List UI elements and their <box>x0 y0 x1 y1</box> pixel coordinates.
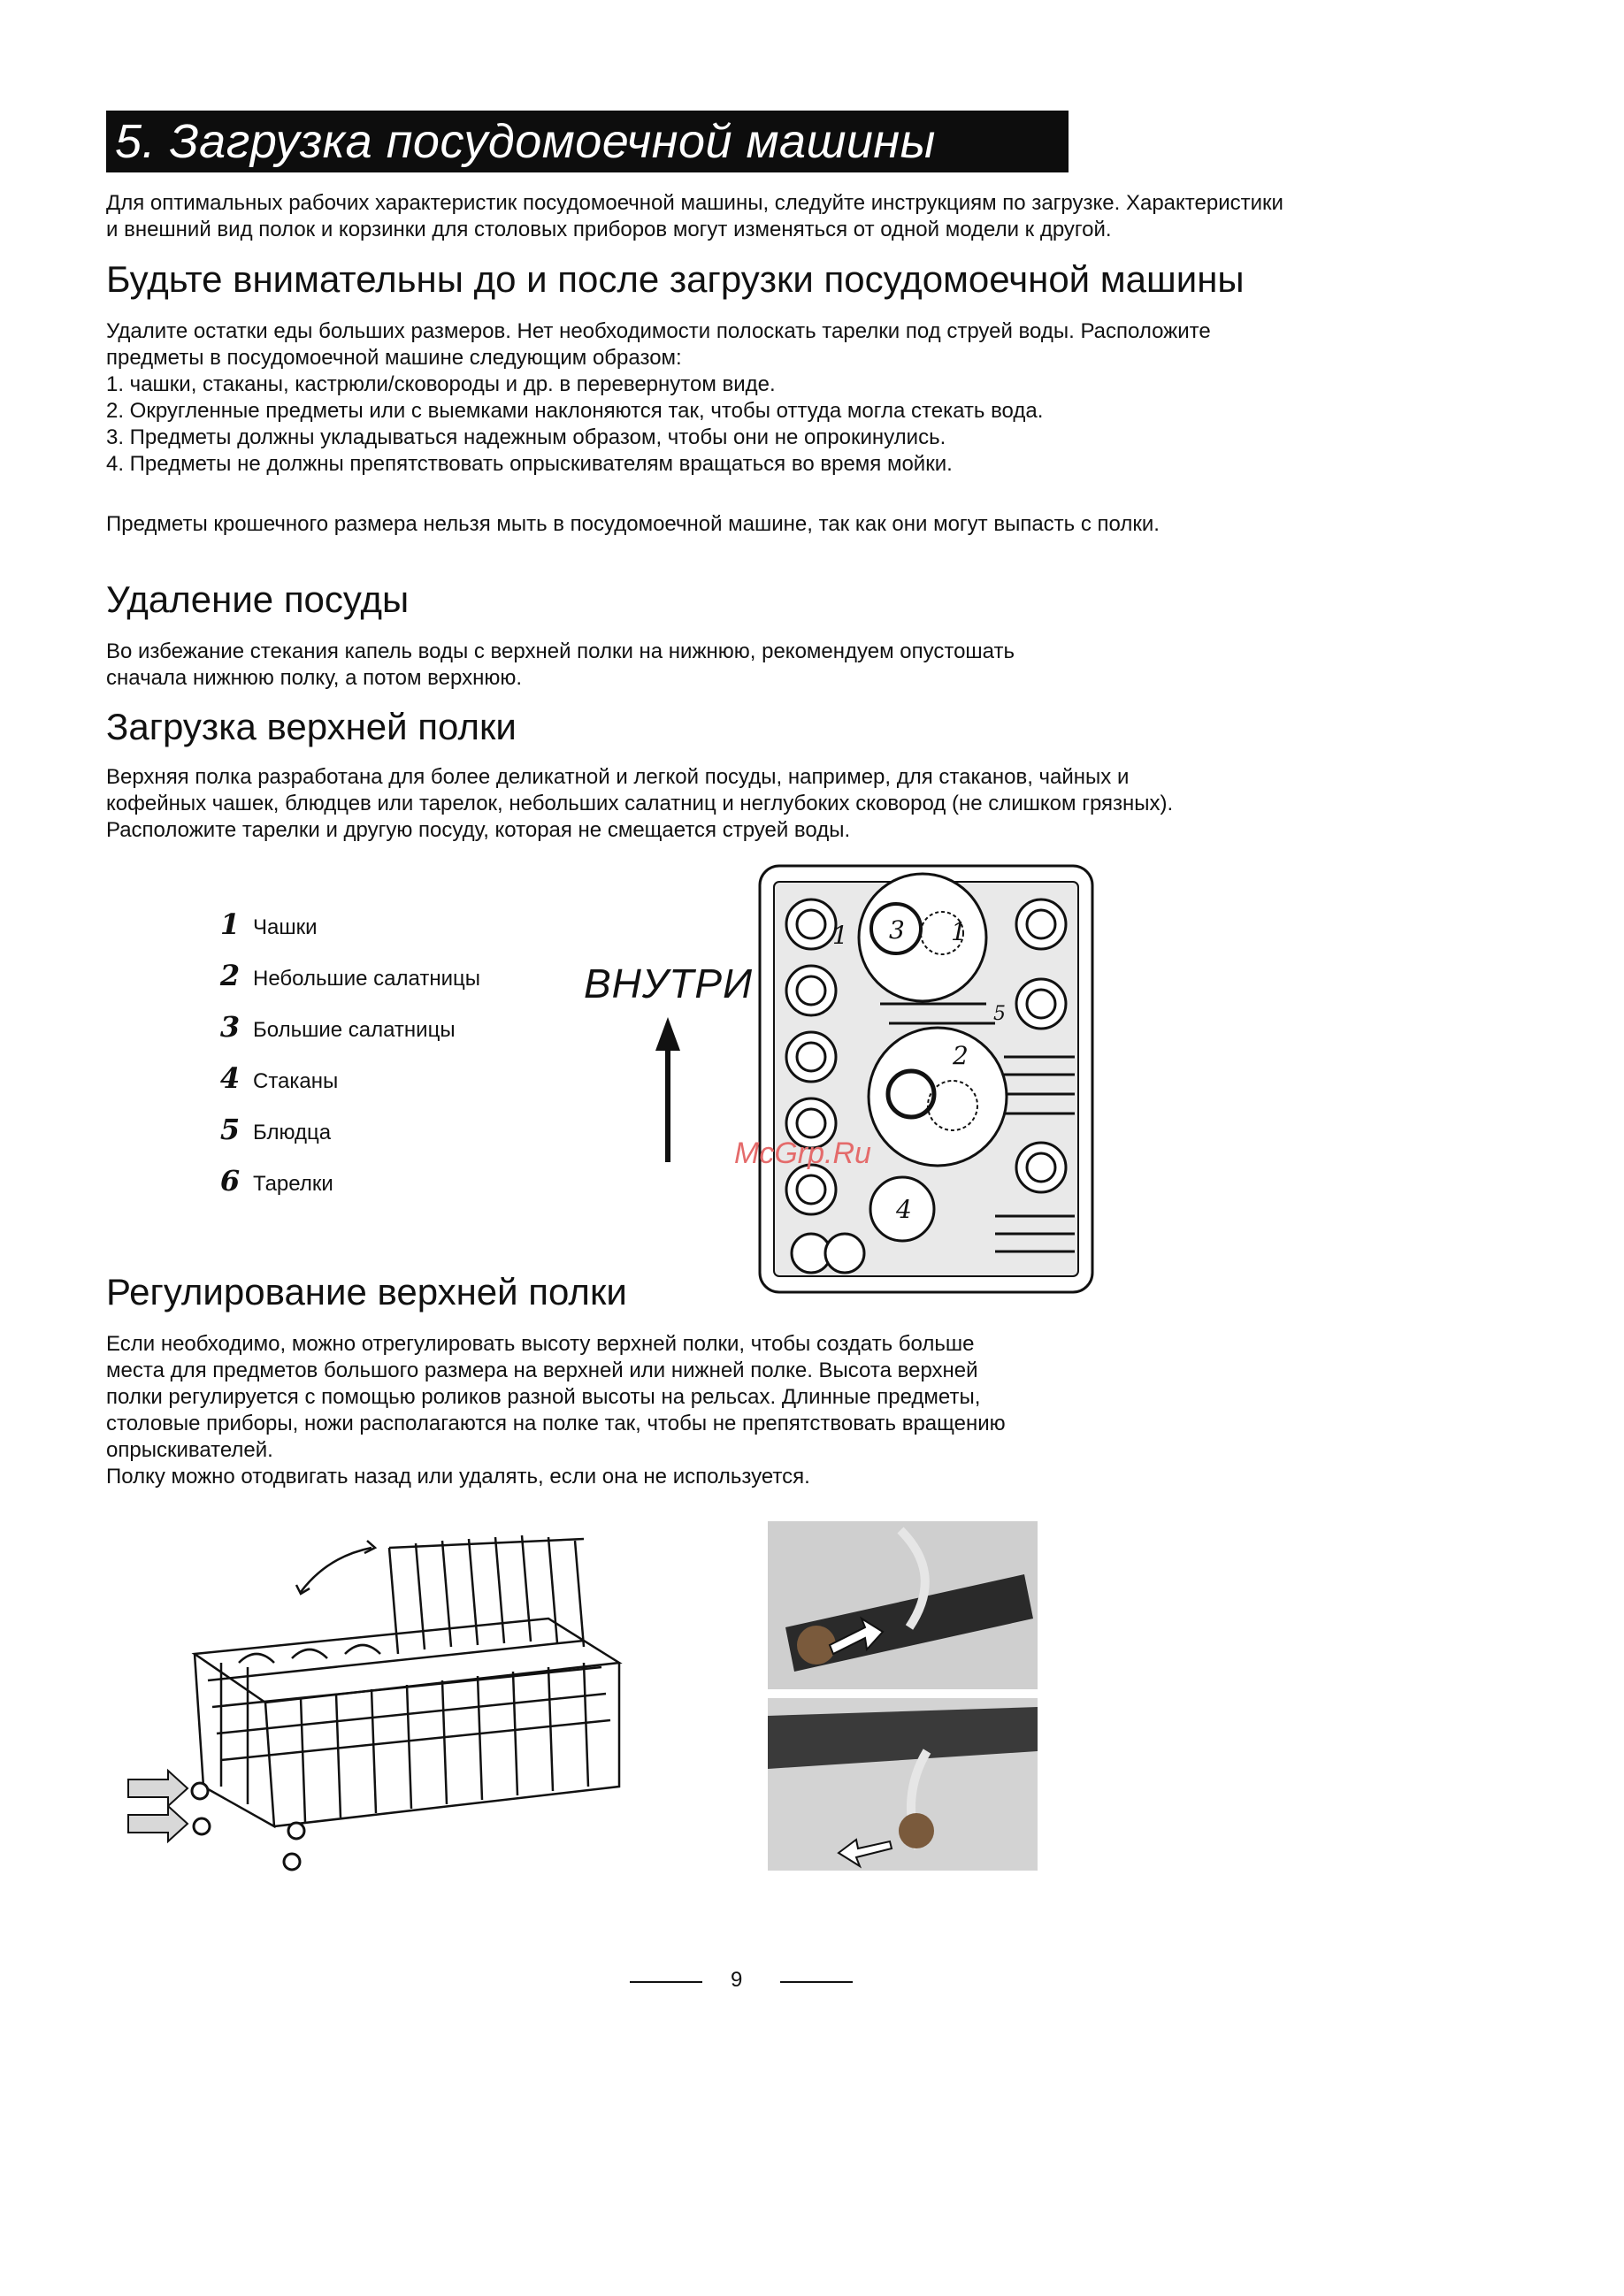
upper-body <box>106 764 1433 844</box>
legend-item <box>212 1060 338 1096</box>
upper-line: кофейных чашек, блюдцев или тарелок, небольших салатниц и неглубоких сковород (не слишком грязных). <box>106 792 1174 815</box>
page-title: 5. Загрузка посудомоечной машины <box>106 111 1069 172</box>
rack-illustration <box>124 1521 637 1875</box>
unload-line: сначала нижнюю полку, а потом верхнюю. <box>106 666 523 690</box>
footer-rule-left <box>630 1981 702 1983</box>
legend-item <box>212 1163 333 1198</box>
careful-line: предметы в посудомоечной машине следующим образом: <box>106 346 682 370</box>
adjust-line: Полку можно отодвигать назад или удалять, если она не используется. <box>106 1465 810 1489</box>
section-heading-careful: Будьте внимательны до и после загрузки посудомоечной машины <box>106 258 1245 300</box>
upper-shelf-diagram <box>756 862 1097 1296</box>
upper-line: Расположите тарелки и другую посуду, которая не смещается струей воды. <box>106 818 851 842</box>
legend-label: Тарелки <box>253 1172 333 1196</box>
legend-number: 3 <box>219 1010 241 1044</box>
section-heading-unload: Удаление посуды <box>106 578 410 620</box>
adjust-line: места для предметов большого размера на верхней или нижней полке. Высота верхней <box>106 1358 978 1382</box>
list-item: 3. Предметы должны укладываться надежным образом, чтобы они не опрокинулись. <box>106 425 946 449</box>
upper-line: Верхняя полка разработана для более деликатной и легкой посуды, например, для стаканов, чайных и <box>106 765 1130 789</box>
intro-line: Для оптимальных рабочих характеристик посудомоечной машины, следуйте инструкциям по загрузке. Характеристики <box>106 191 1283 215</box>
legend-label: Чашки <box>253 915 318 939</box>
legend-number: 6 <box>219 1164 241 1198</box>
adjust-line: полки регулируется с помощью роликов разной высоты на рельсах. Длинные предметы, <box>106 1385 981 1409</box>
list-item: 2. Округленные предметы или с выемками наклоняются так, чтобы оттуда могла стекать вода. <box>106 399 1044 423</box>
adjust-line: опрыскивателей. <box>106 1438 273 1462</box>
diagram-number: 1 <box>951 917 967 946</box>
diagram-number: 2 <box>953 1041 969 1070</box>
legend-number: 4 <box>219 1061 241 1095</box>
intro-line: и внешний вид полок и корзинки для столовых приборов могут изменяться от одной модели к другой. <box>106 218 1112 241</box>
up-arrow-icon <box>650 1017 686 1163</box>
careful-list <box>106 371 1521 478</box>
page-number: 9 <box>731 1968 743 1992</box>
roller-photo-bottom <box>768 1698 1038 1871</box>
adjust-body <box>106 1331 1079 1490</box>
roller-photo-top <box>768 1521 1038 1689</box>
unload-line: Во избежание стекания капель воды с верхней полки на нижнюю, рекомендуем опустошать <box>106 639 1015 663</box>
watermark: McGrp.Ru <box>734 1137 871 1170</box>
diagram-number: 5 <box>993 1003 1006 1025</box>
intro-text <box>106 190 1521 243</box>
careful-note: Предметы крошечного размера нельзя мыть в посудомоечной машине, так как они могут выпасть с полки. <box>106 512 1160 536</box>
legend-label: Небольшие салатницы <box>253 967 480 991</box>
legend-item <box>212 958 480 993</box>
legend-label: Блюдца <box>253 1121 332 1144</box>
diagram-number: 1 <box>832 921 848 950</box>
legend-label: Стаканы <box>253 1069 339 1093</box>
list-item: 4. Предметы не должны препятствовать опрыскивателям вращаться во время мойки. <box>106 452 953 476</box>
adjust-line: Если необходимо, можно отрегулировать высоту верхней полки, чтобы создать больше <box>106 1332 975 1356</box>
legend-number: 5 <box>219 1113 241 1146</box>
careful-body <box>106 318 1521 478</box>
adjust-line: столовые приборы, ножи располагаются на полке так, чтобы не препятствовать вращению <box>106 1412 1006 1435</box>
roller-photo-top-drawing <box>768 1521 1038 1689</box>
roller-photo-bottom-drawing <box>768 1698 1038 1871</box>
legend-number: 1 <box>219 907 241 941</box>
legend-label: Большие салатницы <box>253 1018 456 1042</box>
diagram-number: 4 <box>896 1195 912 1224</box>
legend-item <box>212 907 318 942</box>
section-heading-upper: Загрузка верхней полки <box>106 706 517 747</box>
diagram-number: 3 <box>889 915 905 945</box>
legend-item <box>212 1112 331 1147</box>
legend-number: 2 <box>219 959 241 992</box>
section-heading-adjust: Регулирование верхней полки <box>106 1271 627 1313</box>
unload-body <box>106 639 1433 692</box>
inside-label: ВНУТРИ <box>584 960 753 1006</box>
legend-item <box>212 1009 456 1045</box>
careful-line: Удалите остатки еды больших размеров. Нет необходимости полоскать тарелки под струей воды. Расположите <box>106 319 1211 343</box>
list-item: 1. чашки, стаканы, кастрюли/сковороды и др. в перевернутом виде. <box>106 372 776 396</box>
footer-rule-right <box>780 1981 853 1983</box>
